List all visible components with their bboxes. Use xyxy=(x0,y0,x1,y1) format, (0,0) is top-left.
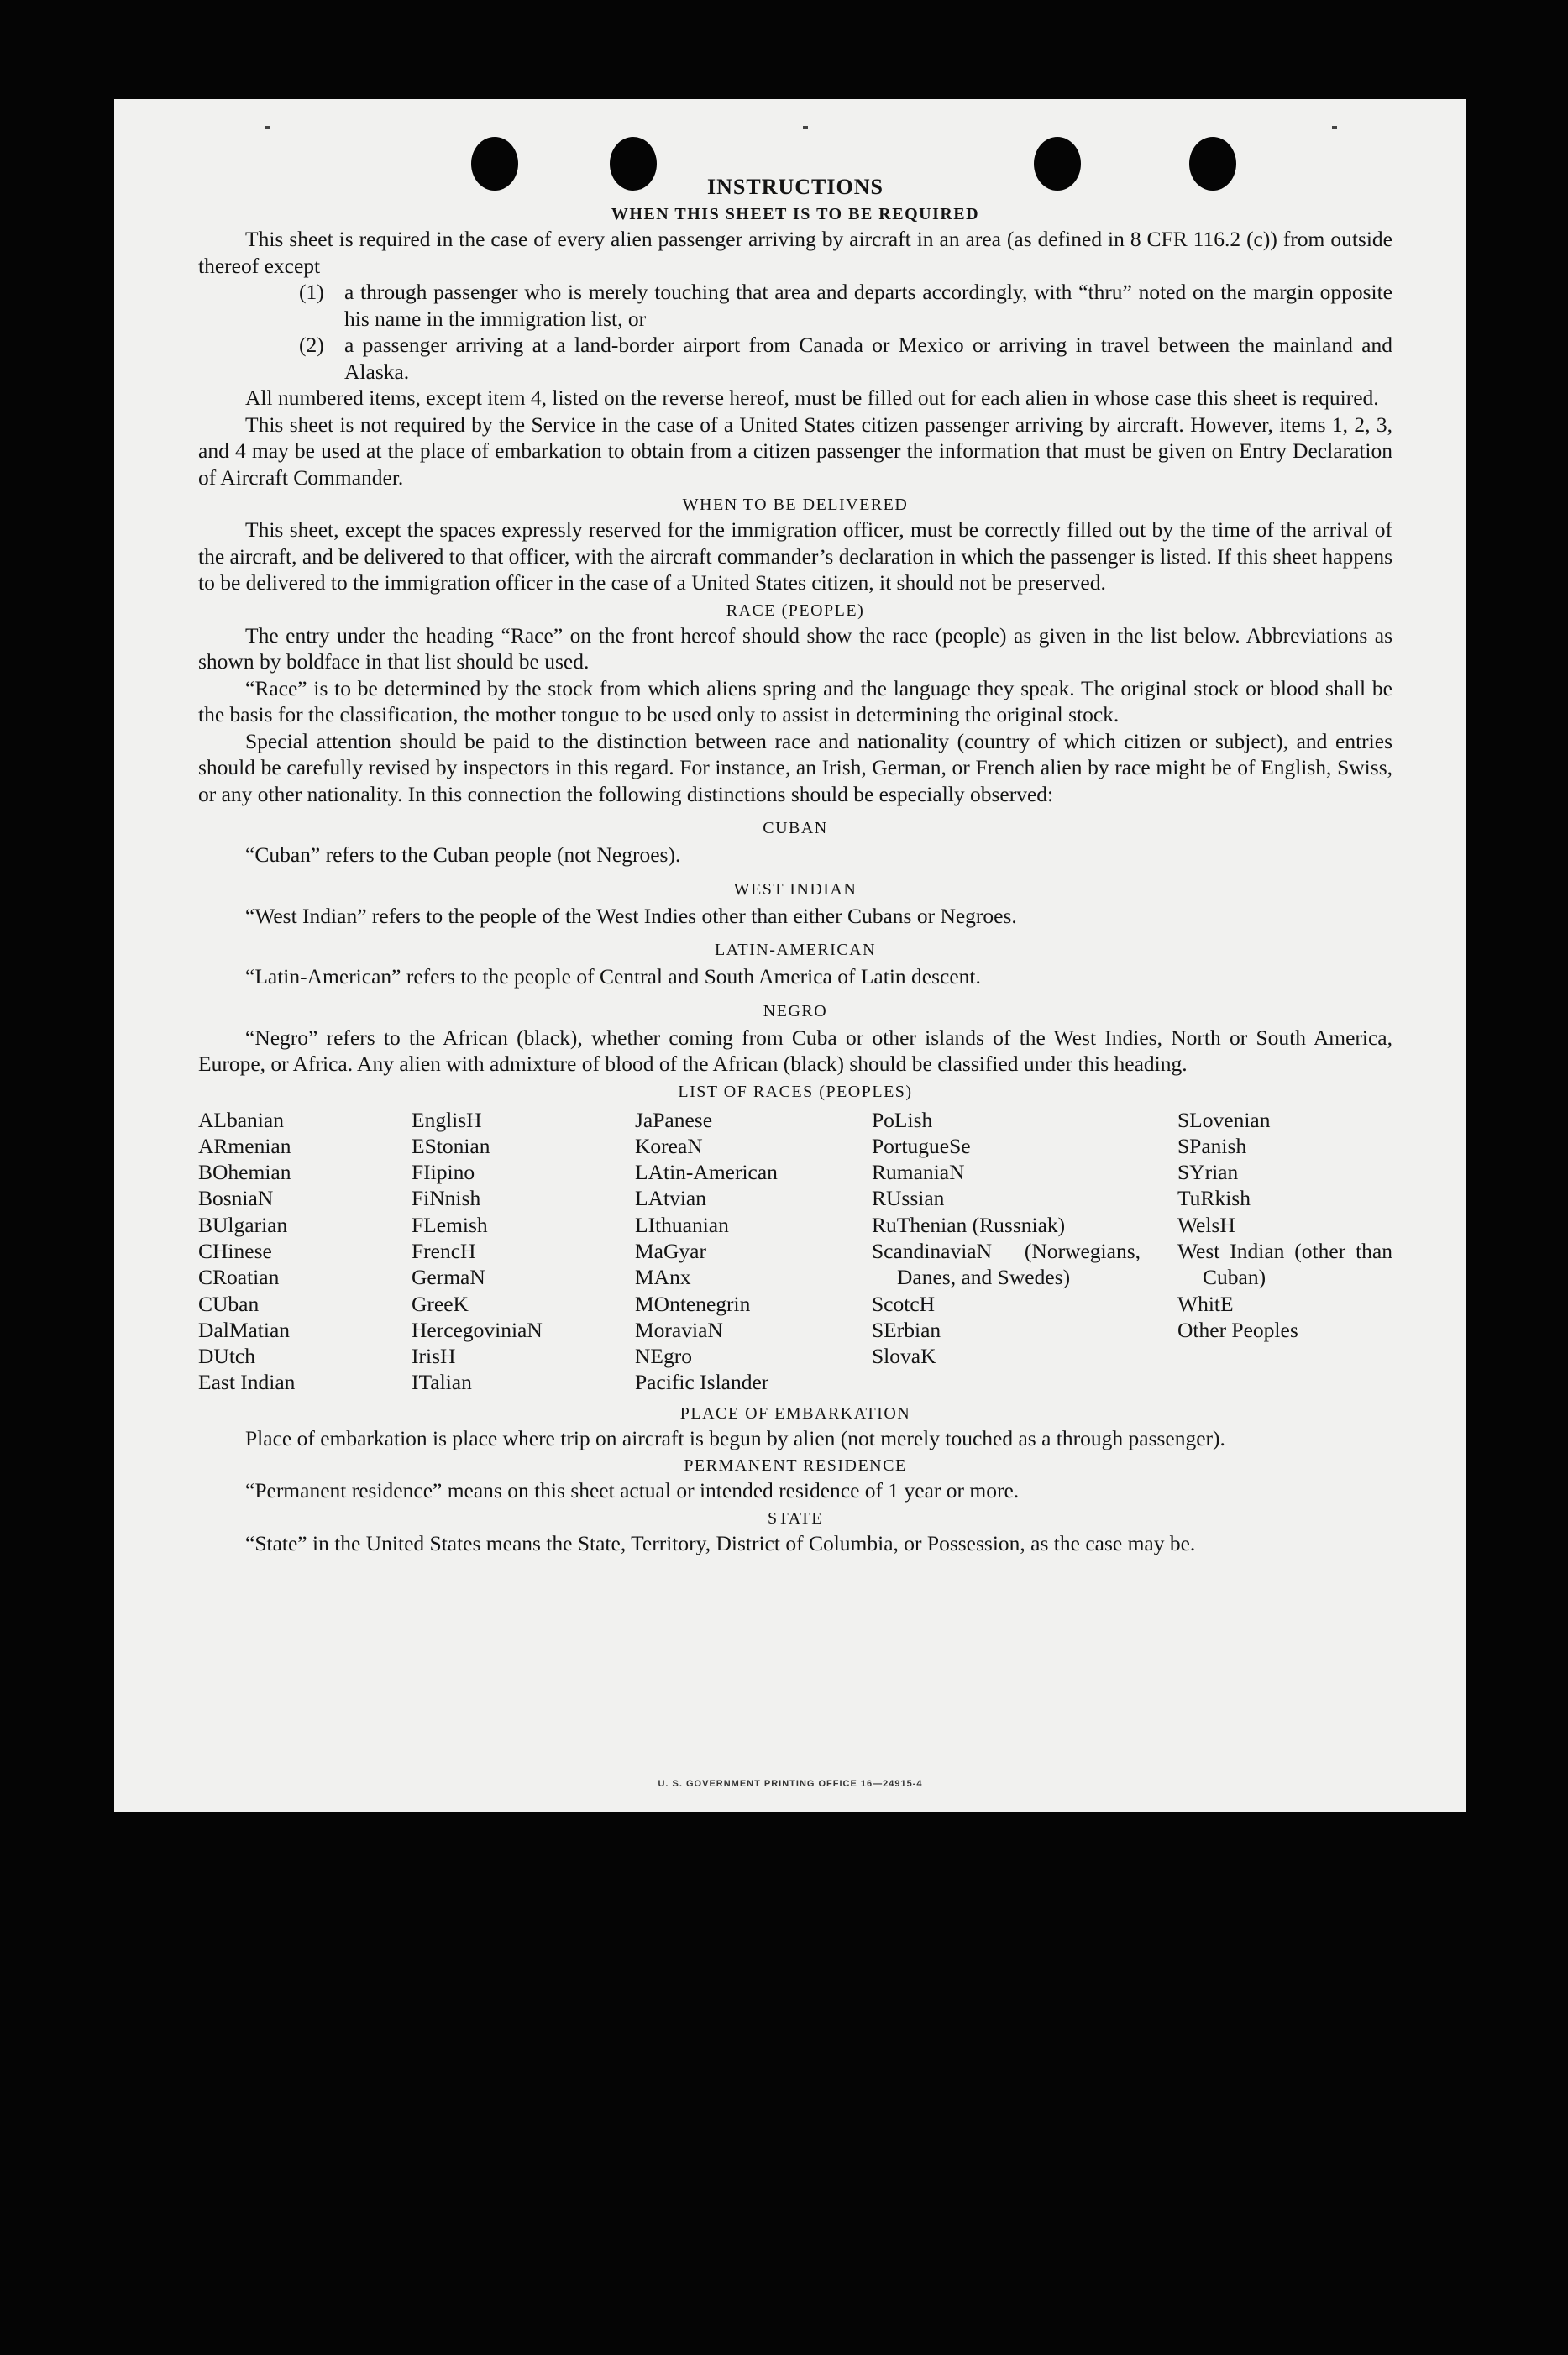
races-column xyxy=(412,1107,635,1396)
races-column xyxy=(635,1107,872,1396)
race-entry: IrisH xyxy=(412,1344,456,1369)
paragraph-embarkation: Place of embarkation is place where trip on aircraft is begun by alien (not merely touched as a through passenger). xyxy=(245,1425,1225,1450)
paragraph-race-stock: “Race” is to be determined by the stock from which aliens spring and the language they speak. The original stock or blood shall be the basis for the classification, the mother tongue to be used only to assist in determining the original stock. xyxy=(198,675,1392,726)
paragraph-race-entry: The entry under the heading “Race” on the front hereof should show the race (people) as given in the list below. Abbreviations as shown by boldface in that list should be used. xyxy=(198,622,1392,674)
race-entry: RumaniaN xyxy=(872,1160,965,1185)
race-entry: SPanish xyxy=(1177,1133,1247,1158)
race-entry: FLemish xyxy=(412,1212,488,1237)
exception-text: a passenger arriving at a land-border airport from Canada or Mexico or arriving in travel between the mainland and Alaska. xyxy=(344,333,1392,384)
race-entry: FIipino xyxy=(412,1160,475,1185)
races-column xyxy=(872,1107,1177,1396)
section-heading-races-list: LIST OF RACES (PEOPLES) xyxy=(678,1082,913,1101)
race-entry: ScandinaviaN (Norwegians, Danes, and Swedes) xyxy=(872,1238,1141,1290)
race-entry: GreeK xyxy=(412,1291,469,1316)
paragraph-residence: “Permanent residence” means on this sheet actual or intended residence of 1 year or more. xyxy=(245,1478,1020,1503)
race-entry: DalMatian xyxy=(198,1317,291,1342)
race-entry: ALbanian xyxy=(198,1107,284,1132)
race-entry: BUlgarian xyxy=(198,1212,288,1237)
race-entry: ARmenian xyxy=(198,1133,291,1158)
race-entry: DUtch xyxy=(198,1344,255,1369)
race-entry: LIthuanian xyxy=(635,1212,729,1237)
definition-heading-cuban: CUBAN xyxy=(763,819,828,837)
race-entry: FrencH xyxy=(412,1238,476,1263)
paragraph-race-nationality: Special attention should be paid to the distinction between race and nationality (country of which citizen or subject), and entries should be carefully revised by inspectors in this regard. For instance, an Irish, German, or French alien by race might be of English, Swiss, or any other nationality. In this connection the following distinctions should be especially observed: xyxy=(198,728,1392,806)
race-entry: SlovaK xyxy=(872,1344,936,1369)
races-column xyxy=(1177,1107,1392,1396)
race-entry: EStonian xyxy=(412,1133,490,1158)
race-entry: WhitE xyxy=(1177,1291,1234,1316)
race-entry: CRoatian xyxy=(198,1265,280,1290)
race-entry: West Indian (other than Cuban) xyxy=(1177,1238,1392,1290)
paper-speck xyxy=(803,126,808,129)
race-entry: FiNnish xyxy=(412,1186,481,1211)
race-entry: ITalian xyxy=(412,1370,472,1395)
page-title: INSTRUCTIONS xyxy=(707,175,884,199)
printing-office-footer: U. S. GOVERNMENT PRINTING OFFICE 16—24915-4 xyxy=(658,1779,923,1789)
exception-number: (1) xyxy=(299,280,324,304)
definition-heading-latin-american: LATIN-AMERICAN xyxy=(714,941,877,959)
race-entry: JaPanese xyxy=(635,1107,713,1132)
definition-text-west-indian: “West Indian” refers to the people of the West Indies other than either Cubans or Negroes. xyxy=(245,903,1017,928)
race-entry: MAnx xyxy=(635,1265,691,1290)
definition-text-latin-american: “Latin-American” refers to the people of Central and South America of Latin descent. xyxy=(245,964,981,989)
paragraph-required-intro: This sheet is required in the case of every alien passenger arriving by aircraft in an area (as defined in 8 CFR 116.2 (c)) from outside thereof except xyxy=(198,227,1392,278)
race-entry: GermaN xyxy=(412,1265,485,1290)
race-entry: PoLish xyxy=(872,1107,933,1132)
definition-heading-west-indian: WEST INDIAN xyxy=(733,879,857,899)
document-page xyxy=(114,99,1466,1812)
race-entry: LAtvian xyxy=(635,1186,706,1211)
instructions-content xyxy=(198,175,1392,1556)
race-entry: WelsH xyxy=(1177,1212,1235,1237)
race-entry: LAtin-American xyxy=(635,1160,778,1185)
race-entry: EnglisH xyxy=(412,1107,482,1132)
race-entry: MOntenegrin xyxy=(635,1291,751,1316)
race-entry: KoreaN xyxy=(635,1133,703,1158)
race-entry: RUssian xyxy=(872,1186,945,1211)
exception-text: a through passenger who is merely touching that area and departs accordingly, with “thru” noted on the margin opposite his name in the immigration list, or xyxy=(344,280,1392,331)
race-entry: SErbian xyxy=(872,1317,941,1342)
race-entry: RuThenian (Russniak) xyxy=(872,1212,1066,1237)
race-entry: Pacific Islander xyxy=(635,1370,769,1395)
section-heading-residence: PERMANENT RESIDENCE xyxy=(684,1456,907,1476)
section-heading-required: WHEN THIS SHEET IS TO BE REQUIRED xyxy=(611,205,980,223)
race-entry: SLovenian xyxy=(1177,1107,1271,1132)
paper-speck xyxy=(1332,126,1337,129)
race-entry: Other Peoples xyxy=(1177,1317,1298,1342)
section-heading-embarkation: PLACE OF EMBARKATION xyxy=(679,1403,911,1423)
section-heading-race: RACE (PEOPLE) xyxy=(726,601,865,620)
races-column xyxy=(198,1107,412,1396)
paper-speck xyxy=(265,126,270,129)
paragraph-delivered: This sheet, except the spaces expressly reserved for the immigration officer, must be correctly filled out by the time of the arrival of the aircraft, and be delivered to that officer, with the aircraft commander’s declaration in which the passenger is listed. If this sheet happens to be delivered to the immigration officer in the case of a United States citizen, it should not be preserved. xyxy=(198,517,1392,595)
race-entry: MaGyar xyxy=(635,1238,706,1263)
race-entry: BOhemian xyxy=(198,1160,291,1185)
race-entry: East Indian xyxy=(198,1370,296,1395)
race-entry: MoraviaN xyxy=(635,1317,723,1342)
race-entry: NEgro xyxy=(635,1344,692,1369)
paragraph-numbered-items: All numbered items, except item 4, listed on the reverse hereof, must be filled out for each alien in whose case this sheet is required. xyxy=(245,386,1379,410)
definition-text-cuban: “Cuban” refers to the Cuban people (not Negroes). xyxy=(245,842,681,867)
section-heading-state: STATE xyxy=(768,1508,823,1528)
definition-text-negro: “Negro” refers to the African (black), whether coming from Cuba or other islands of the West Indies, North or South America, Europe, or Africa. Any alien with admixture of blood of the African (black) should be classified under this heading. xyxy=(198,1025,1392,1076)
exception-item xyxy=(299,279,1392,332)
definition-heading-negro: NEGRO xyxy=(763,1001,828,1020)
race-entry: CUban xyxy=(198,1291,260,1316)
race-entry: PortugueSe xyxy=(872,1133,971,1158)
exception-item xyxy=(299,332,1392,385)
race-entry: HercegoviniaN xyxy=(412,1317,543,1342)
race-entry: ScotcH xyxy=(872,1291,936,1316)
race-entry: TuRkish xyxy=(1177,1186,1251,1211)
section-heading-delivered: WHEN TO BE DELIVERED xyxy=(682,496,909,514)
exception-number: (2) xyxy=(299,333,324,357)
race-entry: SYrian xyxy=(1177,1160,1239,1185)
race-entry: BosniaN xyxy=(198,1186,274,1211)
paragraph-state: “State” in the United States means the State, Territory, District of Columbia, or Possession, as the case may be. xyxy=(245,1530,1196,1555)
races-list xyxy=(198,1107,1392,1396)
race-entry: CHinese xyxy=(198,1238,272,1263)
paragraph-citizen-passenger: This sheet is not required by the Service in the case of a United States citizen passenger arriving by aircraft. However, items 1, 2, 3, and 4 may be used at the place of embarkation to obtain from a citizen passenger the information that must be given on Entry Declaration of Aircraft Commander. xyxy=(198,412,1392,490)
